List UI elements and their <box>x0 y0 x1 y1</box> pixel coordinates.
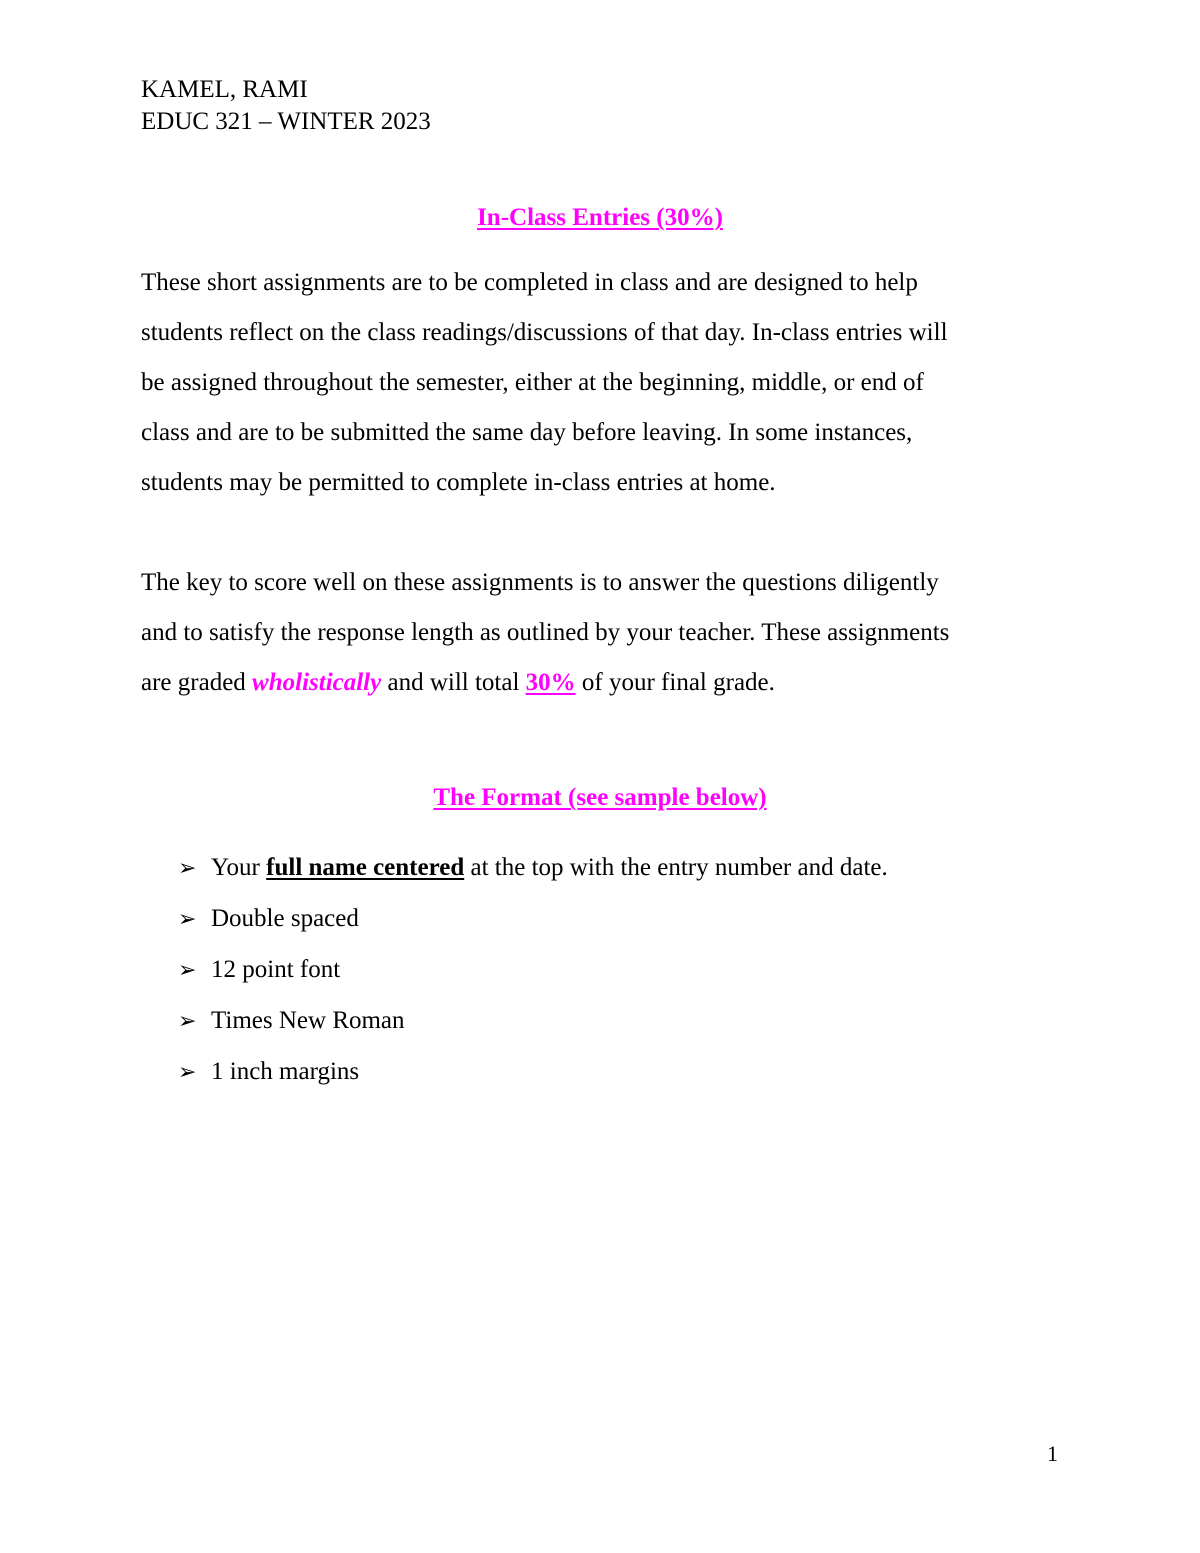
list-item <box>178 1047 888 1098</box>
full-name-centered-emphasis: full name centered <box>266 854 465 881</box>
list-item-text: Double spaced <box>211 905 359 932</box>
arrowhead-bullet-icon: ➢ <box>178 958 197 983</box>
page-number: 1 <box>1047 1441 1058 1466</box>
list-item <box>178 945 888 996</box>
item-text-start: Your <box>211 854 267 881</box>
item-text-end: at the top with the entry number and date. <box>464 854 888 881</box>
grading-text-middle: and will total <box>381 669 526 696</box>
arrowhead-bullet-icon: ➢ <box>178 1009 197 1034</box>
wholistically-emphasis: wholistically <box>252 669 382 696</box>
format-title: The Format (see sample below) <box>433 784 767 811</box>
format-requirements-list <box>178 843 888 1098</box>
entries-description-paragraph <box>141 258 1041 508</box>
paragraph-line: class and are to be submitted the same day before leaving. In some instances, <box>141 419 913 446</box>
grading-text-start: are graded <box>141 669 253 696</box>
list-item <box>178 996 888 1047</box>
student-name: KAMEL, RAMI <box>141 76 308 103</box>
list-item-text <box>211 843 888 893</box>
paragraph-line <box>141 658 1041 708</box>
paragraph-line: be assigned throughout the semester, either at the beginning, middle, or end of <box>141 369 924 396</box>
arrowhead-bullet-icon: ➢ <box>178 907 197 932</box>
paragraph-line: students may be permitted to complete in-class entries at home. <box>141 469 776 496</box>
course-term: EDUC 321 – WINTER 2023 <box>141 108 431 135</box>
list-item-text: Times New Roman <box>211 1007 405 1034</box>
paragraph-line: students reflect on the class readings/discussions of that day. In-class entries will <box>141 319 948 346</box>
grading-paragraph <box>141 558 1041 708</box>
paragraph-line: The key to score well on these assignments is to answer the questions diligently <box>141 569 939 596</box>
in-class-entries-title: In-Class Entries (30%) <box>477 204 723 231</box>
list-item <box>178 843 888 894</box>
list-item-text: 12 point font <box>211 956 341 983</box>
list-item <box>178 894 888 945</box>
percent-emphasis: 30% <box>525 669 576 696</box>
arrowhead-bullet-icon: ➢ <box>178 856 197 881</box>
arrowhead-bullet-icon: ➢ <box>178 1060 197 1085</box>
grading-text-end: of your final grade. <box>575 669 775 696</box>
list-item-text: 1 inch margins <box>211 1058 360 1085</box>
paragraph-line: and to satisfy the response length as outlined by your teacher. These assignments <box>141 619 950 646</box>
paragraph-line: These short assignments are to be completed in class and are designed to help <box>141 269 918 296</box>
